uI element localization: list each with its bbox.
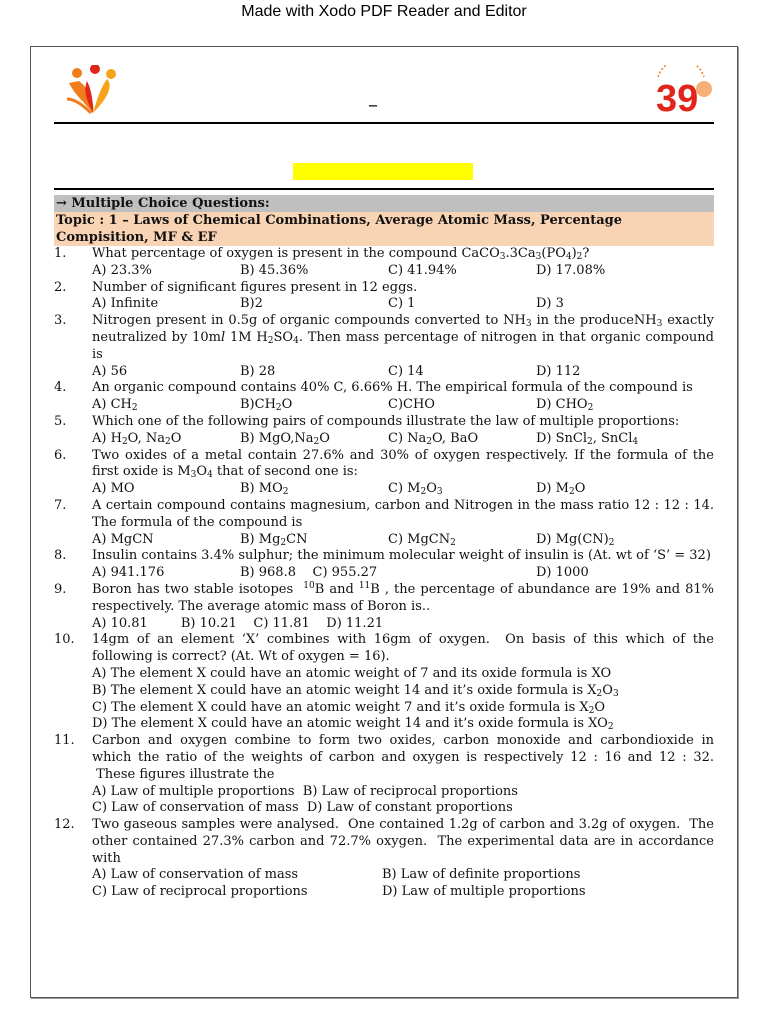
option: D) 112 xyxy=(536,363,581,379)
option: C) Law of reciprocal proportions xyxy=(92,884,308,900)
option-line: D) The element X could have an atomic weight 14 and it’s oxide formula is $XO_2$ xyxy=(92,716,614,733)
question-text: Nitrogen present in 0.5g of organic compounds converted to $NH_3$ in the produceNH$_3$ exactly neutralized by 10ml 1M $H_2SO_4$. Then mass percentage of nitrogen in that organic compound is xyxy=(92,313,715,362)
option: C) 41.94% xyxy=(388,262,457,278)
question-item xyxy=(54,632,714,733)
option: B) $MO_2$ xyxy=(240,481,289,498)
option xyxy=(388,565,536,582)
question-number: 4. xyxy=(54,380,67,396)
question-item xyxy=(54,380,714,414)
question-text: Carbon and oxygen combine to form two oxides, carbon monoxide and carbondioxide in which the ratio of the weights of carbon and oxygen is respectively 12 : 16 and 12 : 32. These figures illustrate the xyxy=(92,733,714,782)
topic-heading xyxy=(54,212,714,246)
question-body xyxy=(92,313,714,380)
option: C) $M_2O_3$ xyxy=(388,481,443,498)
option-row: A) 10.81 B) 10.21 C) 11.81 D) 11.21 xyxy=(92,615,384,631)
question-number: 5. xyxy=(54,413,67,429)
option: B) 28 xyxy=(240,363,276,379)
option-line: B) The element X could have an atomic weight 14 and it’s oxide formula is $X_2O_3$ xyxy=(92,682,619,699)
option: C)CHO xyxy=(388,397,435,413)
question-body xyxy=(92,632,714,733)
question-item xyxy=(54,582,714,632)
question-list xyxy=(54,246,714,901)
question-text: 14gm of an element ‘X’ combines with 16gm of oxygen. On basis of this which of the following is correct? (At. Wt of oxygen = 16). xyxy=(92,632,714,665)
question-body xyxy=(92,817,714,901)
question-item xyxy=(54,280,714,314)
option: A) MO xyxy=(92,481,135,497)
option-line: C) Law of conservation of mass D) Law of constant proportions xyxy=(92,800,513,816)
option-row xyxy=(92,431,714,448)
option: A) $CH_2$ xyxy=(92,397,138,414)
option-line: C) The element X could have an atomic weight 7 and it’s oxide formula is $X_2O$ xyxy=(92,699,606,716)
question-item xyxy=(54,414,714,448)
option: B) $Mg_2CN$ xyxy=(240,531,308,548)
institute-logo-left xyxy=(65,65,121,115)
question-body xyxy=(92,414,714,448)
question-body xyxy=(92,582,714,632)
question-number: 3. xyxy=(54,313,67,329)
option: B) 968.8 C) 955.27 xyxy=(240,565,378,581)
option: D) $M_2O$ xyxy=(536,481,586,498)
question-item xyxy=(54,498,714,548)
option: C) MgCN$_2$ xyxy=(388,531,456,548)
question-item xyxy=(54,548,714,582)
question-number: 12. xyxy=(54,817,75,833)
question-body xyxy=(92,548,714,582)
option: D) $CHO_2$ xyxy=(536,397,594,414)
option-line: A) The element X could have an atomic weight of 7 and its oxide formula is XO xyxy=(92,665,612,681)
question-number: 7. xyxy=(54,497,67,513)
pdf-page xyxy=(30,46,738,998)
option-row xyxy=(92,532,714,549)
topic-line-1: Topic : 1 – Laws of Chemical Combinations, Average Atomic Mass, Percentage xyxy=(56,213,623,228)
option-row xyxy=(92,364,714,381)
option: C) $Na_2O$, BaO xyxy=(388,430,479,447)
question-item xyxy=(54,448,714,498)
option: A) 941.176 xyxy=(92,565,165,581)
anniversary-logo-right xyxy=(644,65,714,117)
option: D) 3 xyxy=(536,296,564,312)
question-text: An organic compound contains 40% C, 6.66% H. The empirical formula of the compound is xyxy=(92,380,693,396)
anniversary-number: 39 xyxy=(656,78,699,117)
question-item xyxy=(54,313,714,380)
question-body xyxy=(92,380,714,414)
question-body xyxy=(92,733,714,817)
option: D) $Mg(CN)_2$ xyxy=(536,531,615,548)
option: D) 1000 xyxy=(536,565,589,581)
option-row xyxy=(92,397,714,414)
xodo-banner: Made with Xodo PDF Reader and Editor xyxy=(241,3,527,20)
header-rule-bottom xyxy=(54,188,714,190)
option: B) $MgO,Na_2O$ xyxy=(240,430,330,447)
option: A) Infinite xyxy=(92,296,159,312)
option-row xyxy=(92,481,714,498)
header-dash: – xyxy=(368,92,378,116)
option-row xyxy=(92,263,714,280)
option-line: A) Law of multiple proportions B) Law of reciprocal proportions xyxy=(92,783,518,799)
question-body xyxy=(92,448,714,498)
question-body xyxy=(92,246,714,280)
option: A) MgCN xyxy=(92,531,154,547)
question-text: Which one of the following pairs of compounds illustrate the law of multiple proportions: xyxy=(92,413,680,429)
question-item xyxy=(54,817,714,901)
option: $B)CH_2O$ xyxy=(240,397,293,414)
option: A) Law of conservation of mass xyxy=(92,867,299,883)
question-number: 9. xyxy=(54,581,67,597)
question-text: What percentage of oxygen is present in the compound $CaCO_3.3Ca_3(PO_4)_2$? xyxy=(92,246,590,262)
question-text: Two gaseous samples were analysed. One contained 1.2g of carbon and 3.2g of oxygen. The other contained 27.3% carbon and 72.7% oxygen. The experimental data are in accordance with xyxy=(92,817,714,866)
question-body xyxy=(92,498,714,548)
question-number: 8. xyxy=(54,548,67,564)
option-row xyxy=(92,565,714,582)
option: C) 14 xyxy=(388,363,424,379)
topic-line-2: Compisition, MF & EF xyxy=(56,230,217,245)
option: A) $H_2O$, $Na_2O$ xyxy=(92,430,182,447)
option: D) SnCl$_2$, SnCl$_4$ xyxy=(536,430,639,447)
question-text: Insulin contains 3.4% sulphur; the minimum molecular weight of insulin is (At. wt of ‘S’ = 32) xyxy=(92,548,711,564)
option: C) 1 xyxy=(388,296,416,312)
option: A) 23.3% xyxy=(92,262,152,278)
question-text: Boron has two stable isotopes $^{10}$B and $^{11}$B , the percentage of abundance are 19% and 81% respectively. The average atomic mass of Boron is.. xyxy=(92,580,714,614)
section-title: → Multiple Choice Questions: xyxy=(54,195,714,212)
option-row xyxy=(92,867,714,884)
question-text: Number of significant figures present in 12 eggs. xyxy=(92,279,418,295)
question-number: 2. xyxy=(54,279,67,295)
option: D) 17.08% xyxy=(536,262,606,278)
header-rule-top xyxy=(54,122,714,124)
option-row xyxy=(92,884,714,901)
question-number: 10. xyxy=(54,632,75,648)
yellow-highlight-bar xyxy=(293,163,473,180)
question-number: 6. xyxy=(54,447,67,463)
option: A) 56 xyxy=(92,363,128,379)
question-number: 11. xyxy=(54,733,75,749)
option-row xyxy=(92,296,714,313)
question-number: 1. xyxy=(54,246,67,261)
option: B)2 xyxy=(240,296,263,312)
option: B) Law of definite proportions xyxy=(382,867,581,883)
question-body xyxy=(92,280,714,314)
option: D) Law of multiple proportions xyxy=(382,884,586,900)
question-text: Two oxides of a metal contain 27.6% and 30% of oxygen respectively. If the formula of the first oxide is $M_3O_4$ that of second one is: xyxy=(92,447,714,481)
option: B) 45.36% xyxy=(240,262,309,278)
question-text: A certain compound contains magnesium, carbon and Nitrogen in the mass ratio 12 : 12 : 14. The formula of the compound is xyxy=(92,497,714,530)
question-item xyxy=(54,733,714,817)
question-item xyxy=(54,246,714,280)
